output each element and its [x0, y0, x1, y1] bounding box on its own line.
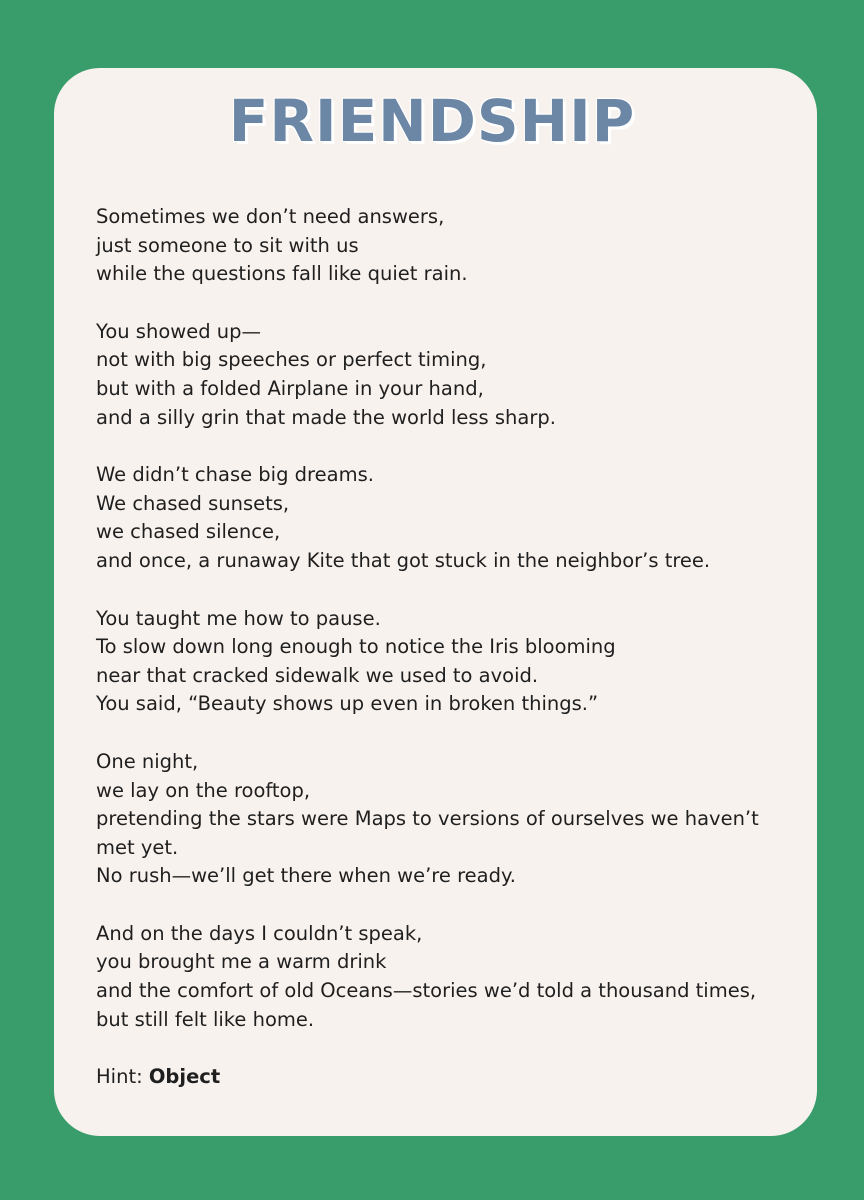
poem-line: while the questions fall like quiet rain.	[96, 262, 468, 286]
poem-line: just someone to sit with us	[96, 233, 359, 257]
poem-line: and once, a runaway Kite that got stuck in the neighbor’s tree.	[96, 548, 711, 572]
poem-line: You said, “Beauty shows up even in broken things.”	[96, 692, 599, 716]
poem-line: One night,	[96, 749, 199, 773]
poem-line: Sometimes we don’t need answers,	[96, 205, 445, 228]
stanza	[96, 920, 796, 1034]
hint-label: Hint:	[96, 1065, 143, 1089]
poem-line: To slow down long enough to notice the Iris blooming	[96, 635, 616, 659]
poem-line: No rush—we’ll get there when we’re ready.	[96, 864, 516, 888]
poem-line: not with big speeches or perfect timing,	[96, 348, 487, 372]
stanza	[96, 461, 796, 575]
stanza	[96, 203, 796, 289]
poem-line: You taught me how to pause.	[96, 606, 381, 630]
poem-line: met yet.	[96, 835, 179, 859]
poem-line: but with a folded Airplane in your hand,	[96, 376, 484, 400]
poem-body	[96, 203, 796, 1091]
poem-line: and a silly grin that made the world less sharp.	[96, 405, 556, 429]
poem-line: And on the days I couldn’t speak,	[96, 921, 423, 945]
poem-line: near that cracked sidewalk we used to avoid.	[96, 663, 539, 687]
poem-line: We didn’t chase big dreams.	[96, 463, 374, 487]
stanza	[96, 748, 796, 891]
poem-line: We chased sunsets,	[96, 491, 290, 515]
poem-title: FRIENDSHIP	[228, 87, 636, 155]
poem-line: we chased silence,	[96, 520, 281, 544]
poem-line: you brought me a warm drink	[96, 950, 387, 974]
hint	[96, 1063, 796, 1091]
hint-value: Object	[148, 1065, 221, 1089]
poem-line: You showed up—	[96, 319, 262, 343]
stanza	[96, 318, 796, 432]
poem-line: and the comfort of old Oceans—stories we’d told a thousand times,	[96, 979, 757, 1003]
stanza	[96, 605, 796, 719]
poem-line: pretending the stars were Maps to versions of ourselves we haven’t	[96, 807, 759, 831]
poem-line: we lay on the rooftop,	[96, 778, 311, 802]
poem-line: but still felt like home.	[96, 1007, 315, 1031]
